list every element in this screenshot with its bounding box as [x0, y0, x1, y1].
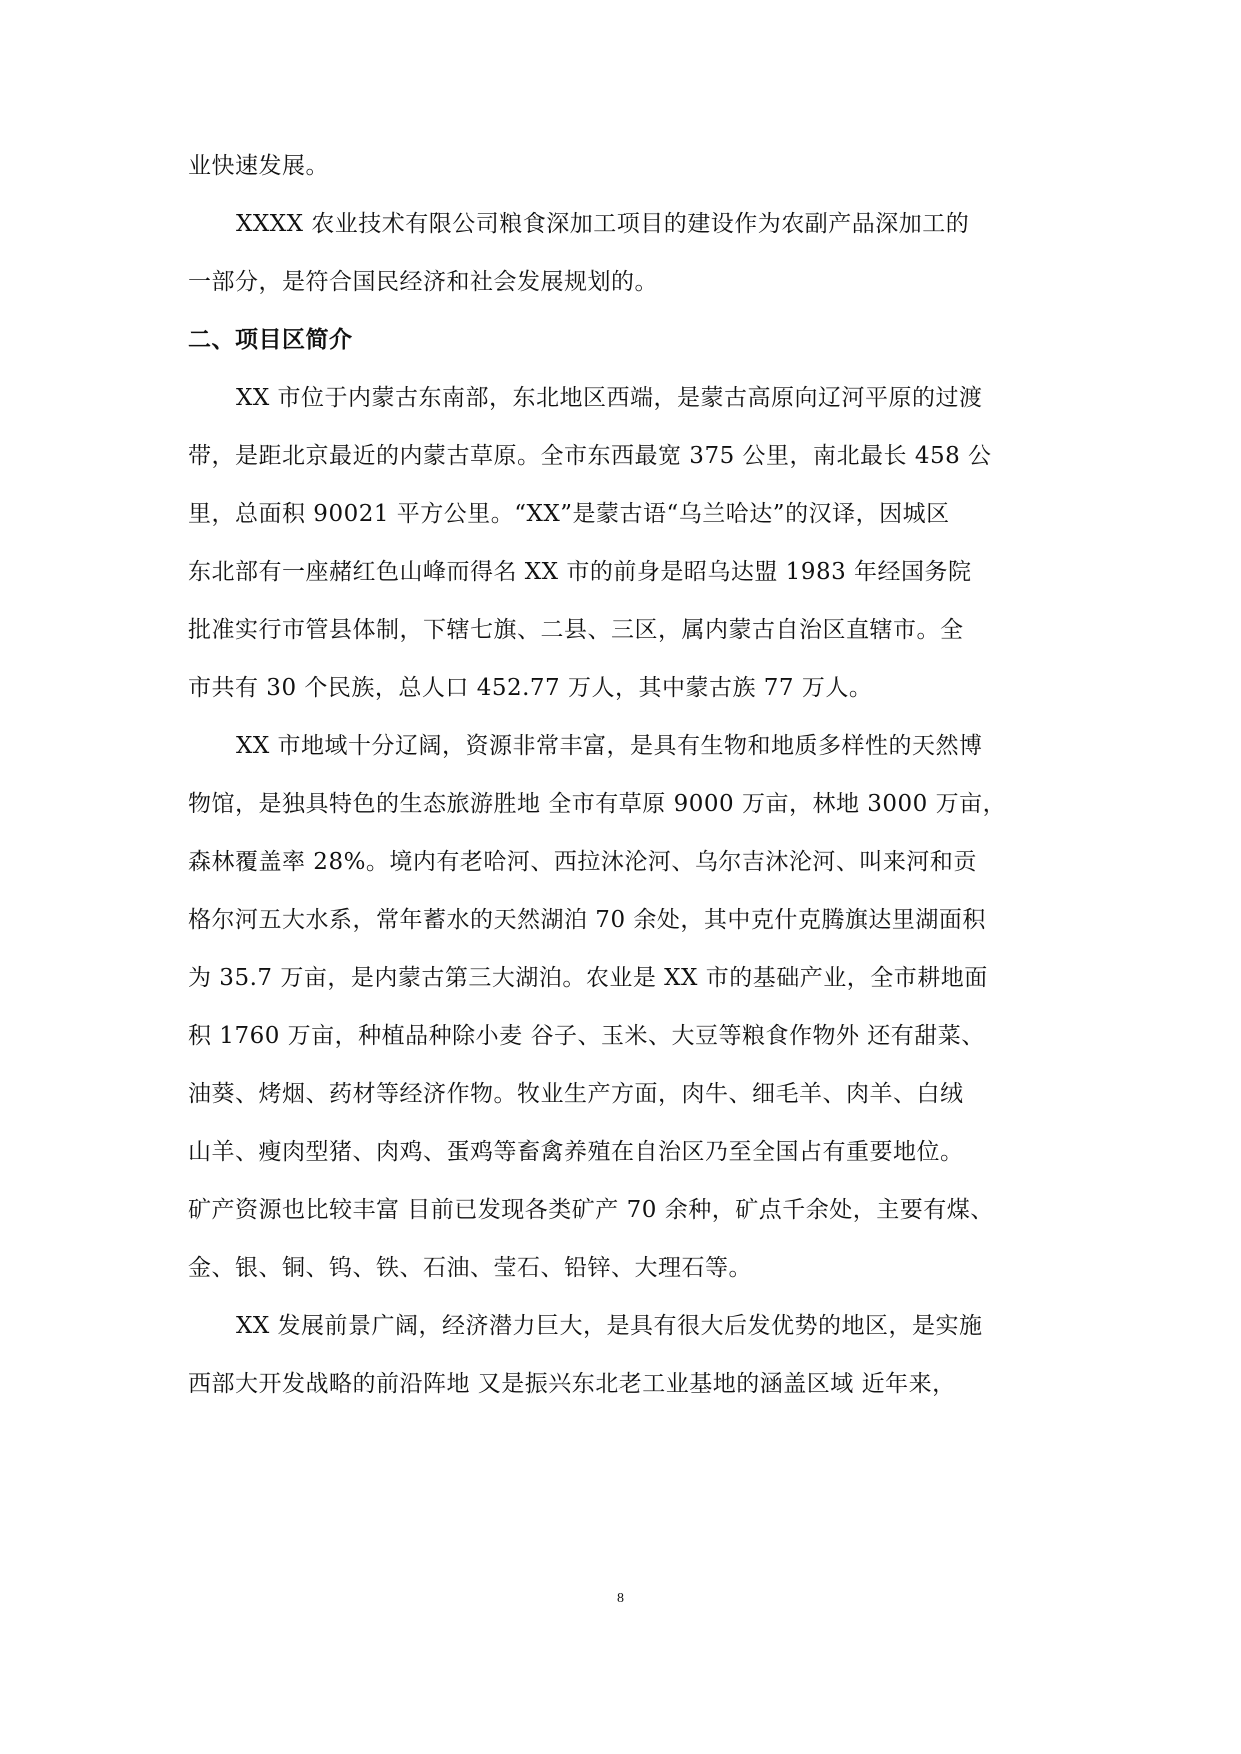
paragraph-line: 金、银、铜、钨、铁、石油、莹石、铅锌、大理石等。 [188, 1255, 752, 1281]
paragraph-line: 格尔河五大水系，常年蓄水的天然湖泊 70 余处，其中克什克腾旗达里湖面积 [188, 907, 986, 933]
paragraph-line: 业快速发展。 [188, 153, 329, 179]
paragraph-line: 为 35.7 万亩，是内蒙古第三大湖泊。农业是 XX 市的基础产业，全市耕地面 [188, 965, 988, 991]
paragraph-line: 带，是距北京最近的内蒙古草原。全市东西最宽 375 公里，南北最长 458 公 [188, 443, 992, 469]
paragraph-line: 批准实行市管县体制，下辖七旗、二县、三区，属内蒙古自治区直辖市。全 [188, 617, 964, 643]
paragraph-line: 积 1760 万亩，种植品种除小麦 谷子、玉米、大豆等粮食作物外 还有甜菜、 [188, 1023, 985, 1049]
paragraph-line: 东北部有一座赭红色山峰而得名 XX 市的前身是昭乌达盟 1983 年经国务院 [188, 559, 972, 585]
paragraph-line: XX 发展前景广阔，经济潜力巨大，是具有很大后发优势的地区，是实施 [236, 1313, 983, 1339]
paragraph-line: XXXX 农业技术有限公司粮食深加工项目的建设作为农副产品深加工的 [236, 211, 970, 237]
paragraph-line: 里，总面积 90021 平方公里。“XX”是蒙古语“乌兰哈达”的汉译，因城区 [188, 501, 950, 527]
paragraph-line: 矿产资源也比较丰富 目前已发现各类矿产 70 余种，矿点千余处，主要有煤、 [188, 1197, 994, 1223]
paragraph-line: 一部分，是符合国民经济和社会发展规划的。 [188, 269, 658, 295]
section-heading: 二、项目区简介 [188, 327, 353, 353]
paragraph-line: XX 市位于内蒙古东南部，东北地区西端，是蒙古高原向辽河平原的过渡 [236, 385, 983, 411]
paragraph-line: 市共有 30 个民族，总人口 452.77 万人，其中蒙古族 77 万人。 [188, 675, 873, 701]
paragraph-line: 西部大开发战略的前沿阵地 又是振兴东北老工业基地的涵盖区域 近年来， [188, 1371, 956, 1397]
paragraph-line: 物馆，是独具特色的生态旅游胜地 全市有草原 9000 万亩，林地 3000 万亩， [188, 791, 1007, 817]
paragraph-line: 油葵、烤烟、药材等经济作物。牧业生产方面，肉牛、细毛羊、肉羊、白绒 [188, 1081, 964, 1107]
page-number: 8 [617, 1591, 624, 1606]
paragraph-line: XX 市地域十分辽阔，资源非常丰富，是具有生物和地质多样性的天然博 [236, 733, 983, 759]
paragraph-line: 山羊、瘦肉型猪、肉鸡、蛋鸡等畜禽养殖在自治区乃至全国占有重要地位。 [188, 1139, 964, 1165]
paragraph-line: 森林覆盖率 28%。境内有老哈河、西拉沐沦河、乌尔吉沐沦河、叫来河和贡 [188, 849, 977, 875]
